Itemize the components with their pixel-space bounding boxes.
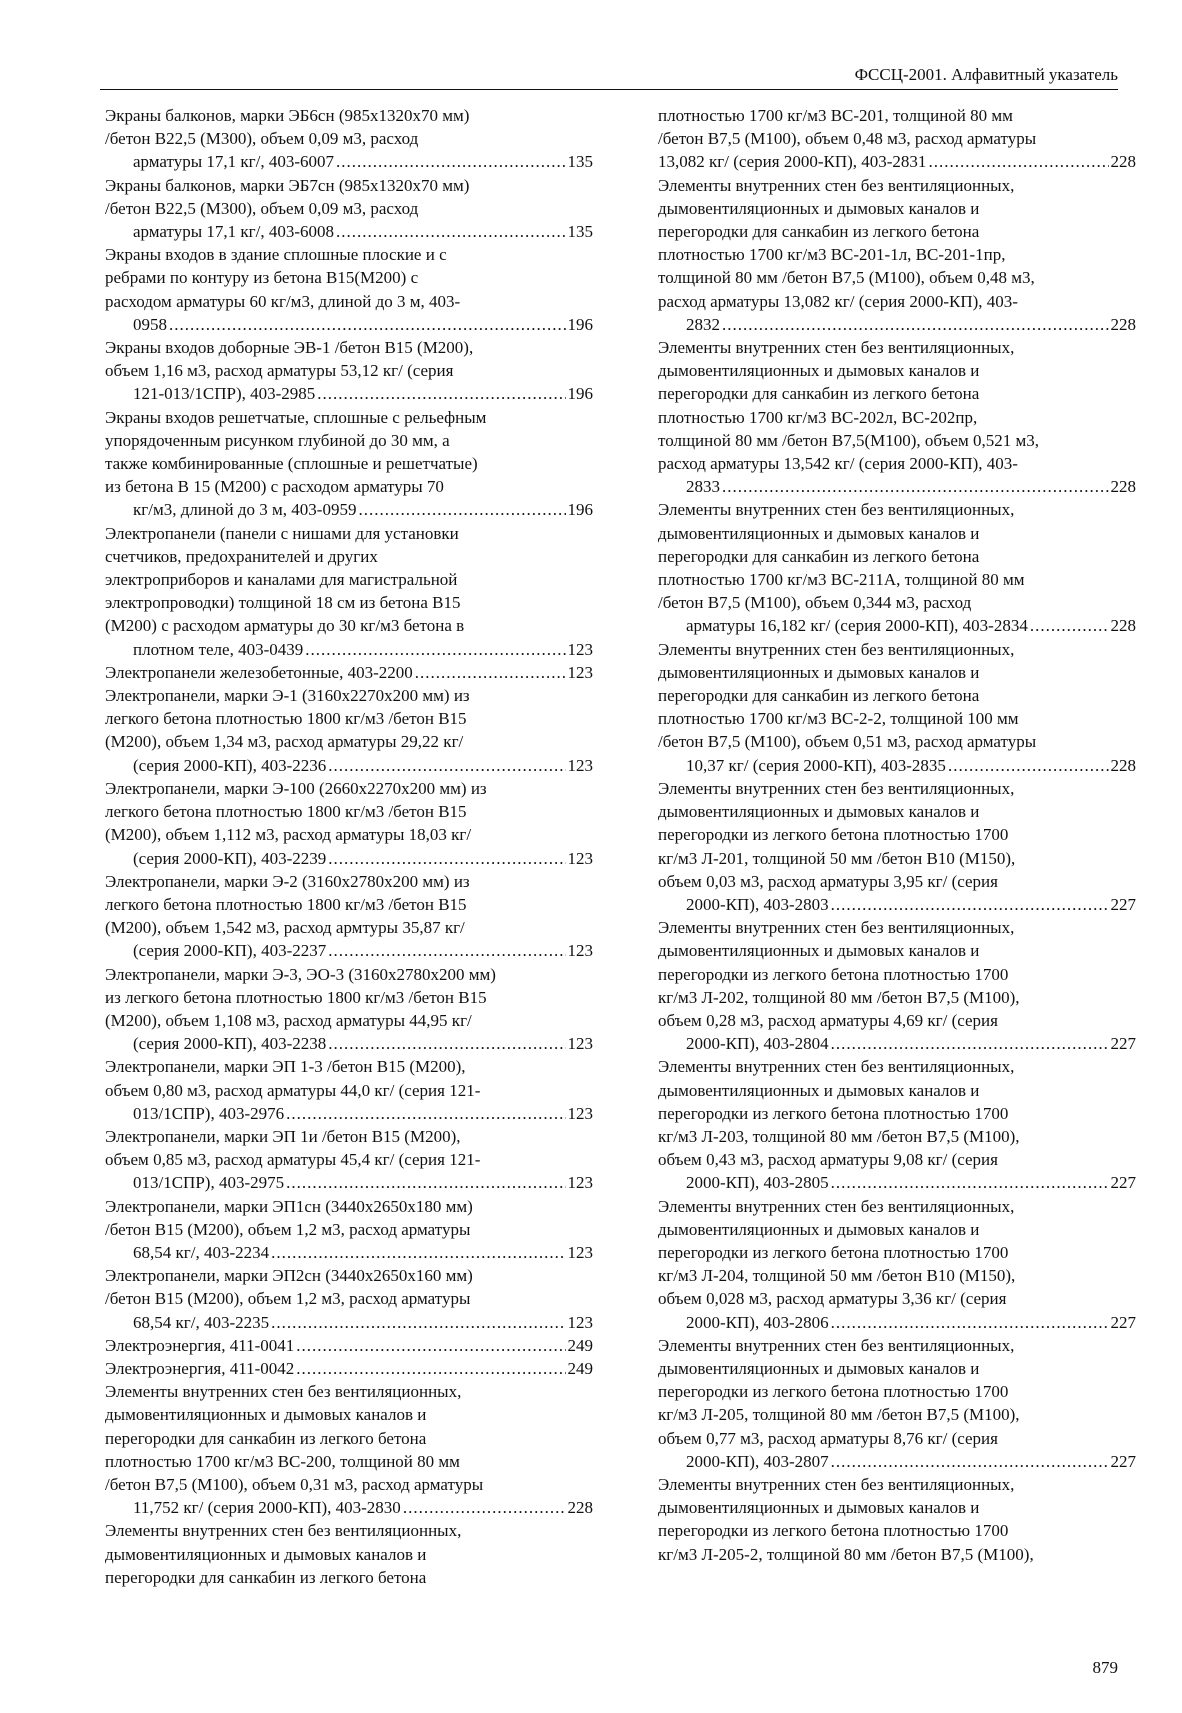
entry-line: перегородки из легкого бетона плотностью 1700: [658, 1103, 1009, 1123]
index-entry: [658, 777, 1136, 916]
entry-page-ref: 123: [567, 1312, 593, 1332]
entry-leader-line: [133, 1311, 593, 1334]
entry-last-line: арматуры 17,1 кг/, 403-6008: [133, 222, 335, 242]
entry-leader-line: [686, 754, 1136, 777]
entry-line: расход арматуры 13,542 кг/ (серия 2000-КП), 403-: [658, 454, 1018, 474]
entry-page-ref: 123: [567, 1034, 593, 1054]
entry-line: толщиной 80 мм /бетон В7,5(М100), объем 0,521 м3,: [658, 430, 1039, 450]
entry-line: кг/м3 Л-204, толщиной 50 мм /бетон В10 (М150),: [658, 1266, 1016, 1286]
entry-line: (М200), объем 1,112 м3, расход арматуры 18,03 кг/: [105, 825, 472, 845]
dot-leader: [722, 475, 1109, 498]
entry-line: Электропанели (панели с нишами для установки: [105, 523, 459, 543]
entry-leader-line: [686, 1450, 1136, 1473]
entry-leader-line: [133, 754, 593, 777]
dot-leader: [831, 1311, 1109, 1334]
entry-line: перегородки для санкабин из легкого бетона: [658, 546, 980, 566]
entry-last-line: 68,54 кг/, 403-2235: [133, 1312, 270, 1332]
entry-leader-line: [686, 313, 1136, 336]
entry-last-line: 013/1СПР), 403-2975: [133, 1173, 285, 1193]
entry-page-ref: 249: [567, 1358, 593, 1378]
dot-leader: [317, 382, 565, 405]
entry-line: /бетон В15 (М200), объем 1,2 м3, расход арматуры: [105, 1219, 471, 1239]
entry-last-line: 2832: [686, 314, 720, 334]
dot-leader: [296, 1357, 565, 1380]
page-number: 879: [1092, 1658, 1118, 1677]
entry-line: кг/м3 Л-203, толщиной 80 мм /бетон В7,5 (М100),: [658, 1126, 1020, 1146]
entry-page-ref: 228: [1110, 314, 1136, 334]
entry-line: Электропанели, марки Э-100 (2660x2270x200 мм) из: [105, 778, 487, 798]
entry-page-ref: 123: [567, 755, 593, 775]
entry-line: /бетон В7,5 (М100), объем 0,48 м3, расход арматуры: [658, 129, 1037, 149]
entry-line: дымовентиляционных и дымовых каналов и: [658, 1358, 980, 1378]
entry-page-ref: 228: [1110, 755, 1136, 775]
entry-line: дымовентиляционных и дымовых каналов и: [658, 662, 980, 682]
entry-page-ref: 196: [567, 314, 593, 334]
entry-line: объем 0,28 м3, расход арматуры 4,69 кг/ (серия: [658, 1010, 998, 1030]
entry-page-ref: 123: [567, 941, 593, 961]
index-entry: [658, 498, 1136, 637]
entry-line: легкого бетона плотностью 1800 кг/м3 /бетон В15: [105, 802, 467, 822]
index-entry: [105, 1334, 593, 1357]
entry-last-line: 0958: [133, 314, 167, 334]
entry-line: Экраны балконов, марки ЭБ6сн (985x1320x70 мм): [105, 106, 470, 125]
entry-line: перегородки из легкого бетона плотностью 1700: [658, 1382, 1009, 1402]
entry-last-line: 121-013/1СПР), 403-2985: [133, 384, 316, 404]
entry-page-ref: 227: [1110, 1451, 1136, 1471]
entry-line: Элементы внутренних стен без вентиляционных,: [658, 500, 1015, 520]
entry-leader-line: [686, 614, 1136, 637]
dot-leader: [831, 1171, 1109, 1194]
entry-leader-line: [686, 475, 1136, 498]
entry-page-ref: 123: [567, 639, 593, 659]
entry-leader-line: [133, 382, 593, 405]
index-entry: [658, 1195, 1136, 1334]
entry-page-ref: 249: [567, 1335, 593, 1355]
dot-leader: [358, 498, 565, 521]
dot-leader: [296, 1334, 565, 1357]
dot-leader: [336, 150, 565, 173]
dot-leader: [928, 150, 1108, 173]
entry-leader-line: [133, 1171, 593, 1194]
entry-last-line: Электроэнергия, 411-0041: [105, 1335, 295, 1355]
index-entry: [658, 1473, 1136, 1566]
entry-page-ref: 228: [1110, 477, 1136, 497]
entry-last-line: 2000-КП), 403-2805: [686, 1173, 829, 1193]
entry-leader-line: [686, 893, 1136, 916]
entry-page-ref: 196: [567, 384, 593, 404]
entry-line: дымовентиляционных и дымовых каналов и: [658, 523, 980, 543]
entry-leader-line: [105, 661, 593, 684]
entry-line: плотностью 1700 кг/м3 ВС-201-1л, ВС-201-1пр,: [658, 245, 1006, 265]
entry-line: Элементы внутренних стен без вентиляционных,: [658, 1196, 1015, 1216]
entry-line: дымовентиляционных и дымовых каналов и: [658, 802, 980, 822]
entry-page-ref: 227: [1110, 1173, 1136, 1193]
entry-page-ref: 123: [567, 1103, 593, 1123]
entry-line: Элементы внутренних стен без вентиляционных,: [658, 778, 1015, 798]
dot-leader: [305, 638, 565, 661]
entry-leader-line: [133, 313, 593, 336]
index-entry: [658, 638, 1136, 777]
index-entry: [105, 522, 593, 661]
entry-page-ref: 228: [1110, 152, 1136, 172]
entry-line: из бетона В 15 (М200) с расходом арматуры 70: [105, 477, 444, 497]
entry-line: /бетон В7,5 (М100), объем 0,51 м3, расход арматуры: [658, 732, 1037, 752]
entry-line: кг/м3 Л-205, толщиной 80 мм /бетон В7,5 (М100),: [658, 1405, 1020, 1425]
entry-line: перегородки из легкого бетона плотностью 1700: [658, 1242, 1009, 1262]
entry-page-ref: 123: [567, 848, 593, 868]
dot-leader: [271, 1241, 565, 1264]
entry-line: легкого бетона плотностью 1800 кг/м3 /бетон В15: [105, 894, 467, 914]
entry-line: Электропанели, марки Э-1 (3160x2270x200 мм) из: [105, 686, 470, 706]
entry-leader-line: [658, 150, 1136, 173]
index-entry: [105, 963, 593, 1056]
entry-page-ref: 123: [567, 1242, 593, 1262]
index-entry: [105, 406, 593, 522]
entry-line: перегородки из легкого бетона плотностью 1700: [658, 825, 1009, 845]
entry-last-line: кг/м3, длиной до 3 м, 403-0959: [133, 500, 357, 520]
entry-line: перегородки из легкого бетона плотностью 1700: [658, 1521, 1009, 1541]
index-entry: [105, 336, 593, 406]
entry-line: Электропанели, марки Э-3, ЭО-3 (3160x2780x200 мм): [105, 964, 496, 984]
index-entry: [105, 1055, 593, 1125]
entry-last-line: 013/1СПР), 403-2976: [133, 1103, 285, 1123]
entry-leader-line: [133, 1241, 593, 1264]
entry-page-ref: 227: [1110, 894, 1136, 914]
entry-line: /бетон В22,5 (М300), объем 0,09 м3, расход: [105, 198, 419, 218]
entry-line: расход арматуры 13,082 кг/ (серия 2000-КП), 403-: [658, 291, 1018, 311]
dot-leader: [1030, 614, 1109, 637]
entry-line: объем 0,028 м3, расход арматуры 3,36 кг/ (серия: [658, 1289, 1007, 1309]
entry-last-line: 2833: [686, 477, 720, 497]
index-entry: [658, 174, 1136, 336]
dot-leader: [831, 1450, 1109, 1473]
entry-line: перегородки для санкабин из легкого бетона: [658, 686, 980, 706]
index-entry: [658, 1055, 1136, 1194]
entry-line: расходом арматуры 60 кг/м3, длиной до 3 м, 403-: [105, 291, 461, 311]
entry-leader-line: [133, 498, 593, 521]
entry-line: /бетон В7,5 (М100), объем 0,344 м3, расход: [658, 593, 972, 613]
entry-line: перегородки для санкабин из легкого бетона: [658, 222, 980, 242]
entry-line: ребрами по контуру из бетона В15(М200) с: [105, 268, 419, 288]
entry-line: плотностью 1700 кг/м3 ВС-202л, ВС-202пр,: [658, 407, 978, 427]
entry-last-line: (серия 2000-КП), 403-2237: [133, 941, 327, 961]
entry-line: дымовентиляционных и дымовых каналов и: [658, 1498, 980, 1518]
index-entry: [105, 1195, 593, 1265]
entry-line: (М200), объем 1,34 м3, расход арматуры 29,22 кг/: [105, 732, 464, 752]
entry-line: плотностью 1700 кг/м3 ВС-201, толщиной 80 мм: [658, 106, 1013, 125]
entry-leader-line: [133, 1102, 593, 1125]
entry-line: перегородки для санкабин из легкого бетона: [105, 1428, 427, 1448]
dot-leader: [328, 1032, 565, 1055]
index-column-left: [105, 104, 593, 1589]
index-entry: [105, 684, 593, 777]
entry-line: Экраны балконов, марки ЭБ7сн (985x1320x70 мм): [105, 175, 470, 195]
entry-leader-line: [686, 1171, 1136, 1194]
entry-leader-line: [133, 1032, 593, 1055]
entry-last-line: 11,752 кг/ (серия 2000-КП), 403-2830: [133, 1498, 401, 1518]
entry-line: Элементы внутренних стен без вентиляционных,: [658, 1057, 1015, 1077]
entry-line: Элементы внутренних стен без вентиляционных,: [658, 918, 1015, 938]
dot-leader: [403, 1496, 566, 1519]
index-entry: [658, 1334, 1136, 1473]
dot-leader: [831, 893, 1109, 916]
entry-last-line: арматуры 17,1 кг/, 403-6007: [133, 152, 335, 172]
index-entry: [658, 916, 1136, 1055]
entry-line: кг/м3 Л-202, толщиной 80 мм /бетон В7,5 (М100),: [658, 987, 1020, 1007]
index-entry: [105, 174, 593, 244]
header-title: ФССЦ-2001. Алфавитный указатель: [854, 65, 1118, 84]
entry-line: упорядоченным рисунком глубиной до 30 мм, а: [105, 430, 450, 450]
entry-leader-line: [105, 1357, 593, 1380]
entry-line: объем 0,43 м3, расход арматуры 9,08 кг/ (серия: [658, 1150, 998, 1170]
entry-last-line: Электропанели железобетонные, 403-2200: [105, 662, 413, 682]
entry-line: объем 1,16 м3, расход арматуры 53,12 кг/ (серия: [105, 361, 454, 381]
entry-line: дымовентиляционных и дымовых каналов и: [105, 1544, 427, 1564]
entry-line: Электропанели, марки ЭП 1-3 /бетон В15 (М200),: [105, 1057, 466, 1077]
entry-line: дымовентиляционных и дымовых каналов и: [658, 361, 980, 381]
entry-last-line: арматуры 16,182 кг/ (серия 2000-КП), 403-2834: [686, 616, 1028, 636]
entry-leader-line: [105, 1334, 593, 1357]
entry-last-line: плотном теле, 403-0439: [133, 639, 304, 659]
entry-line: счетчиков, предохранителей и других: [105, 546, 378, 566]
entry-line: плотностью 1700 кг/м3 ВС-2-2, толщиной 100 мм: [658, 709, 1019, 729]
entry-last-line: (серия 2000-КП), 403-2238: [133, 1034, 327, 1054]
entry-line: Электропанели, марки Э-2 (3160x2780x200 мм) из: [105, 871, 470, 891]
entry-line: перегородки для санкабин из легкого бетона: [105, 1567, 427, 1587]
running-head: [100, 64, 1118, 90]
entry-page-ref: 123: [567, 662, 593, 682]
entry-line: Электропанели, марки ЭП2сн (3440x2650x160 мм): [105, 1266, 473, 1286]
index-entry: [658, 336, 1136, 498]
entry-line: толщиной 80 мм /бетон В7,5 (М100), объем 0,48 м3,: [658, 268, 1035, 288]
entry-line: (М200), объем 1,542 м3, расход армтуры 35,87 кг/: [105, 918, 465, 938]
index-entry: [105, 661, 593, 684]
entry-line: Элементы внутренних стен без вентиляционных,: [658, 175, 1015, 195]
entry-line: Экраны входов в здание сплошные плоские и с: [105, 245, 447, 265]
dot-leader: [722, 313, 1109, 336]
entry-line: Элементы внутренних стен без вентиляционных,: [105, 1521, 462, 1541]
entry-leader-line: [686, 1032, 1136, 1055]
entry-line: (М200) с расходом арматуры до 30 кг/м3 бетона в: [105, 616, 465, 636]
entry-last-line: (серия 2000-КП), 403-2239: [133, 848, 327, 868]
entry-line: объем 0,03 м3, расход арматуры 3,95 кг/ (серия: [658, 871, 998, 891]
entry-page-ref: 227: [1110, 1312, 1136, 1332]
dot-leader: [328, 847, 565, 870]
dot-leader: [328, 939, 565, 962]
entry-line: электроприборов и каналами для магистральной: [105, 570, 458, 590]
index-entry: [658, 104, 1136, 174]
entry-last-line: 2000-КП), 403-2804: [686, 1034, 829, 1054]
entry-page-ref: 228: [567, 1498, 593, 1518]
entry-page-ref: 228: [1110, 616, 1136, 636]
entry-line: Элементы внутренних стен без вентиляционных,: [658, 1474, 1015, 1494]
entry-line: плотностью 1700 кг/м3 ВС-211А, толщиной 80 мм: [658, 570, 1025, 590]
entry-line: легкого бетона плотностью 1800 кг/м3 /бетон В15: [105, 709, 467, 729]
entry-last-line: 2000-КП), 403-2803: [686, 894, 829, 914]
entry-leader-line: [133, 150, 593, 173]
entry-last-line: (серия 2000-КП), 403-2236: [133, 755, 327, 775]
index-entry: [105, 1264, 593, 1334]
index-column-right: [658, 104, 1136, 1566]
entry-line: (М200), объем 1,108 м3, расход арматуры 44,95 кг/: [105, 1010, 472, 1030]
entry-leader-line: [133, 847, 593, 870]
entry-line: дымовентиляционных и дымовых каналов и: [658, 1219, 980, 1239]
entry-leader-line: [133, 220, 593, 243]
entry-leader-line: [686, 1311, 1136, 1334]
index-entry: [105, 1519, 593, 1589]
entry-line: из легкого бетона плотностью 1800 кг/м3 /бетон В15: [105, 987, 487, 1007]
entry-line: кг/м3 Л-201, толщиной 50 мм /бетон В10 (М150),: [658, 848, 1016, 868]
entry-line: /бетон В7,5 (М100), объем 0,31 м3, расход арматуры: [105, 1474, 484, 1494]
entry-line: объем 0,80 м3, расход арматуры 44,0 кг/ (серия 121-: [105, 1080, 481, 1100]
entry-page-ref: 123: [567, 1173, 593, 1193]
dot-leader: [831, 1032, 1109, 1055]
entry-line: плотностью 1700 кг/м3 ВС-200, толщиной 80 мм: [105, 1451, 460, 1471]
entry-line: также комбинированные (сплошные и решетчатые): [105, 454, 478, 474]
index-entry: [105, 777, 593, 870]
entry-page-ref: 196: [567, 500, 593, 520]
index-entry: [105, 1357, 593, 1380]
entry-line: перегородки для санкабин из легкого бетона: [658, 384, 980, 404]
entry-page-ref: 135: [567, 222, 593, 242]
index-entry: [105, 243, 593, 336]
entry-line: Экраны входов решетчатые, сплошные с рельефным: [105, 407, 487, 427]
entry-leader-line: [133, 638, 593, 661]
entry-leader-line: [133, 1496, 593, 1519]
entry-line: Электропанели, марки ЭП1сн (3440x2650x180 мм): [105, 1196, 473, 1216]
entry-last-line: Электроэнергия, 411-0042: [105, 1358, 295, 1378]
entry-line: объем 0,77 м3, расход арматуры 8,76 кг/ (серия: [658, 1428, 998, 1448]
dot-leader: [169, 313, 566, 336]
entry-line: /бетон В15 (М200), объем 1,2 м3, расход арматуры: [105, 1289, 471, 1309]
entry-line: Элементы внутренних стен без вентиляционных,: [658, 338, 1015, 358]
entry-page-ref: 227: [1110, 1034, 1136, 1054]
entry-line: дымовентиляционных и дымовых каналов и: [105, 1405, 427, 1425]
entry-line: Элементы внутренних стен без вентиляционных,: [658, 639, 1015, 659]
entry-line: дымовентиляционных и дымовых каналов и: [658, 941, 980, 961]
index-entry: [105, 1380, 593, 1519]
index-entry: [105, 104, 593, 174]
dot-leader: [271, 1311, 565, 1334]
entry-line: перегородки из легкого бетона плотностью 1700: [658, 964, 1009, 984]
entry-line: кг/м3 Л-205-2, толщиной 80 мм /бетон В7,5 (М100),: [658, 1544, 1034, 1564]
entry-last-line: 10,37 кг/ (серия 2000-КП), 403-2835: [686, 755, 946, 775]
entry-line: /бетон В22,5 (М300), объем 0,09 м3, расход: [105, 129, 419, 149]
dot-leader: [336, 220, 565, 243]
entry-line: Электропанели, марки ЭП 1и /бетон В15 (М200),: [105, 1126, 461, 1146]
entry-line: объем 0,85 м3, расход арматуры 45,4 кг/ (серия 121-: [105, 1150, 481, 1170]
entry-last-line: 2000-КП), 403-2806: [686, 1312, 829, 1332]
dot-leader: [948, 754, 1109, 777]
entry-line: Элементы внутренних стен без вентиляционных,: [105, 1382, 462, 1402]
entry-line: дымовентиляционных и дымовых каналов и: [658, 1080, 980, 1100]
entry-line: дымовентиляционных и дымовых каналов и: [658, 198, 980, 218]
entry-last-line: 13,082 кг/ (серия 2000-КП), 403-2831: [658, 152, 927, 172]
entry-line: электропроводки) толщиной 18 см из бетона В15: [105, 593, 461, 613]
entry-page-ref: 135: [567, 152, 593, 172]
index-entry: [105, 870, 593, 963]
entry-last-line: 68,54 кг/, 403-2234: [133, 1242, 270, 1262]
dot-leader: [286, 1171, 565, 1194]
dot-leader: [286, 1102, 565, 1125]
dot-leader: [328, 754, 565, 777]
entry-leader-line: [133, 939, 593, 962]
entry-last-line: 2000-КП), 403-2807: [686, 1451, 829, 1471]
dot-leader: [415, 661, 566, 684]
entry-line: Экраны входов доборные ЭВ-1 /бетон В15 (М200),: [105, 338, 474, 358]
entry-line: Элементы внутренних стен без вентиляционных,: [658, 1335, 1015, 1355]
index-entry: [105, 1125, 593, 1195]
